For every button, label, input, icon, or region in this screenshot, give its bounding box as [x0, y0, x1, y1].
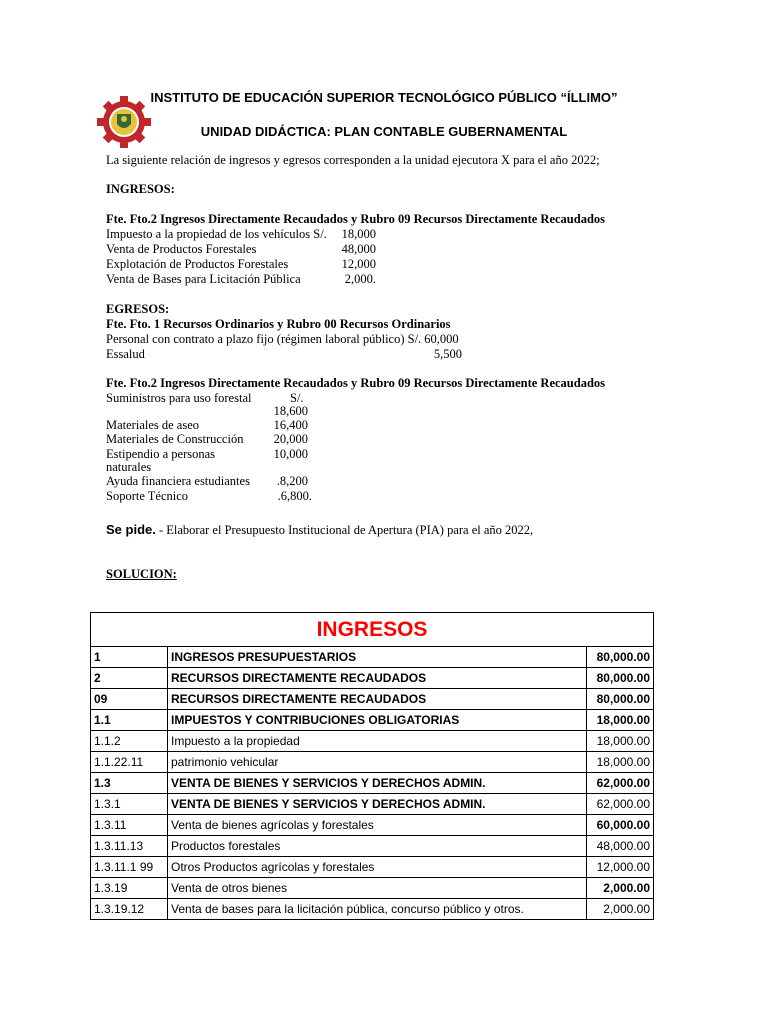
amount-cell: 18,000.00	[587, 752, 654, 773]
list-item: Estipendio a personas	[106, 447, 216, 461]
institute-title: INSTITUTO DE EDUCACIÓN SUPERIOR TECNOLÓGICO PÚBLICO “ÍLLIMO”	[150, 90, 618, 105]
unit-title: UNIDAD DIDÁCTICA: PLAN CONTABLE GUBERNAMENTAL	[200, 124, 568, 139]
intro-text: La siguiente relación de ingresos y egresos corresponden a la unidad ejecutora X para el año 2022;	[106, 153, 600, 167]
currency-label: S/.	[290, 391, 304, 405]
table-row	[91, 689, 654, 710]
code-cell: 1.3.19.12	[91, 899, 168, 920]
table-header-row	[91, 613, 654, 647]
code-cell: 1.3.1	[91, 794, 168, 815]
table-row	[91, 794, 654, 815]
list-item: Explotación de Productos Forestales	[106, 257, 289, 271]
amount-cell: 80,000.00	[587, 668, 654, 689]
amount-cell: 62,000.00	[587, 794, 654, 815]
code-cell: 1.3.11.13	[91, 836, 168, 857]
table-row	[91, 878, 654, 899]
desc-cell: IMPUESTOS Y CONTRIBUCIONES OBLIGATORIAS	[168, 710, 587, 731]
list-item-continuation: naturales	[106, 460, 152, 474]
desc-cell: RECURSOS DIRECTAMENTE RECAUDADOS	[168, 668, 587, 689]
list-item: Essalud	[106, 347, 145, 361]
item-amount: 16,400	[273, 418, 308, 432]
item-amount: 18,600	[273, 404, 308, 418]
list-item: Materiales de aseo	[106, 418, 200, 432]
table-row	[91, 815, 654, 836]
list-item: Impuesto a la propiedad de los vehículos S/.	[106, 227, 327, 241]
item-amount: .6,800.	[277, 489, 312, 503]
code-cell: 09	[91, 689, 168, 710]
item-amount: .8,200	[276, 474, 308, 488]
code-cell: 1.1	[91, 710, 168, 731]
desc-cell: patrimonio vehicular	[168, 752, 587, 773]
list-item: Soporte Técnico	[106, 489, 189, 503]
pide-text: - Elaborar el Presupuesto Institucional de Apertura (PIA) para el año 2022,	[155, 523, 534, 537]
amount-cell: 12,000.00	[587, 857, 654, 878]
code-cell: 2	[91, 668, 168, 689]
code-cell: 1.3.11.1 99	[91, 857, 168, 878]
code-cell: 1.1.2	[91, 731, 168, 752]
budget-table	[90, 612, 654, 920]
list-item: Venta de Productos Forestales	[106, 242, 257, 256]
desc-cell: VENTA DE BIENES Y SERVICIOS Y DERECHOS ADMIN.	[168, 794, 587, 815]
list-item: Materiales de Construcción	[106, 432, 244, 446]
table-row	[91, 857, 654, 878]
table-row	[91, 647, 654, 668]
solucion-heading: SOLUCION:	[106, 567, 177, 581]
table-row	[91, 731, 654, 752]
item-amount: 20,000	[273, 432, 308, 446]
egresos-source-1: Fte. Fto. 1 Recursos Ordinarios y Rubro 00 Recursos Ordinarios	[106, 317, 451, 331]
table-row	[91, 773, 654, 794]
ingresos-heading: INGRESOS:	[106, 182, 175, 196]
amount-cell: 60,000.00	[587, 815, 654, 836]
table-row	[91, 752, 654, 773]
amount-cell: 48,000.00	[587, 836, 654, 857]
table-row	[91, 836, 654, 857]
code-cell: 1.3.11	[91, 815, 168, 836]
desc-cell: Venta de bienes agrícolas y forestales	[168, 815, 587, 836]
amount-cell: 80,000.00	[587, 647, 654, 668]
code-cell: 1.3.19	[91, 878, 168, 899]
table-row	[91, 710, 654, 731]
desc-cell: Otros Productos agrícolas y forestales	[168, 857, 587, 878]
amount-cell: 18,000.00	[587, 731, 654, 752]
desc-cell: INGRESOS PRESUPUESTARIOS	[168, 647, 587, 668]
desc-cell: VENTA DE BIENES Y SERVICIOS Y DERECHOS ADMIN.	[168, 773, 587, 794]
code-cell: 1	[91, 647, 168, 668]
amount-cell: 2,000.00	[587, 899, 654, 920]
item-amount: 5,500	[433, 347, 462, 361]
ingresos-source: Fte. Fto.2 Ingresos Directamente Recaudados y Rubro 09 Recursos Directamente Recaudados	[106, 212, 606, 226]
desc-cell: Venta de otros bienes	[168, 878, 587, 899]
amount-cell: 62,000.00	[587, 773, 654, 794]
item-amount: 18,000	[341, 227, 376, 241]
egresos-source-2: Fte. Fto.2 Ingresos Directamente Recaudados y Rubro 09 Recursos Directamente Recaudados	[106, 376, 606, 390]
desc-cell: RECURSOS DIRECTAMENTE RECAUDADOS	[168, 689, 587, 710]
item-amount: 2,000.	[344, 272, 376, 286]
item-amount: 48,000	[341, 242, 376, 256]
code-cell: 1.1.22.11	[91, 752, 168, 773]
item-amount: 10,000	[273, 447, 308, 461]
amount-cell: 2,000.00	[587, 878, 654, 899]
desc-cell: Impuesto a la propiedad	[168, 731, 587, 752]
pide-line	[106, 522, 533, 538]
list-item: Ayuda financiera estudiantes	[106, 474, 250, 488]
egresos-heading: EGRESOS:	[106, 302, 170, 316]
table-row	[91, 899, 654, 920]
amount-cell: 18,000.00	[587, 710, 654, 731]
table-title: INGRESOS	[91, 613, 654, 647]
code-cell: 1.3	[91, 773, 168, 794]
desc-cell: Productos forestales	[168, 836, 587, 857]
table-row	[91, 668, 654, 689]
list-item: Suministros para uso forestal	[106, 391, 252, 405]
pide-label: Se pide.	[106, 522, 156, 537]
amount-cell: 80,000.00	[587, 689, 654, 710]
list-item: Personal con contrato a plazo fijo (régimen laboral público) S/. 60,000	[106, 332, 459, 346]
item-amount: 12,000	[341, 257, 376, 271]
list-item: Venta de Bases para Licitación Pública	[106, 272, 301, 286]
desc-cell: Venta de bases para la licitación pública, concurso público y otros.	[168, 899, 587, 920]
